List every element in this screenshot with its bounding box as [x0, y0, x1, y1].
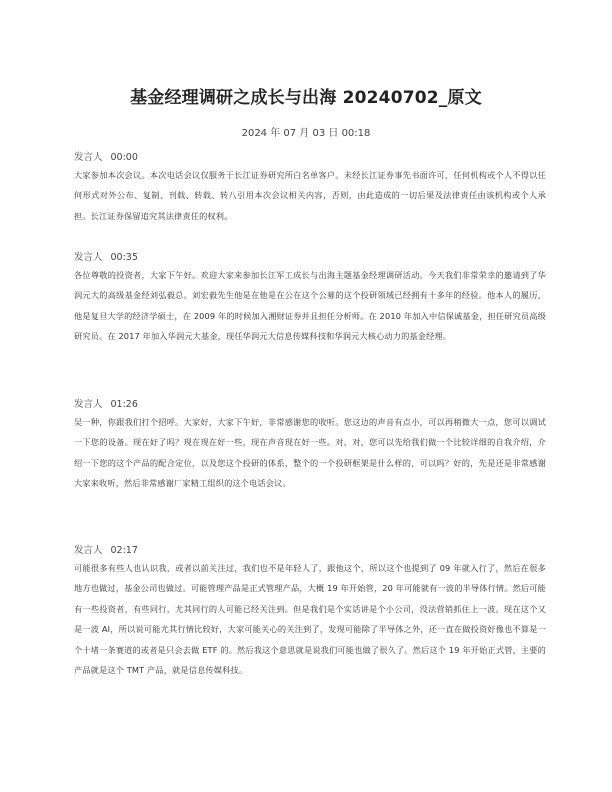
transcript-paragraph: 各位尊敬的投资者，大家下午好。欢迎大家来参加长江军工成长与出海主题基金经理调研活动。今天我们非常荣幸的邀请到了华润元大的高级基金经刘弘毅总。刘宏毅先生他是在他是在公在这个公募的这个投研领域已经拥有十多年的经验。他本人的履历，他是复旦大学的经济学硕士，在 2009 年的时候加入湘财证券并且担任分析师。在 2010 年加入中信保诚基金，担任研究员高级研究员。在 2017 年加入华润元大基金，现任华润元大信息传媒科技和华润元大核心动力的基金经理。 [74, 270, 546, 342]
transcript-section [74, 151, 546, 226]
speaker-line [74, 398, 546, 412]
transcript-paragraph: 大家参加本次会议。本次电话会议仅服务于长江证券研究所白名单客户。未经长江证券事先书面许可，任何机构或个人不得以任何形式对外公布、复制、刊载、转载、转八引用本次会议相关内容，否则，由此造成的一切后果及法律责任由该机构或个人承担。长江证券保留追究其法律责任的权利。 [74, 170, 546, 221]
document-title: 基金经理调研之成长与出海 20240702_原文 [130, 88, 482, 108]
speaker-label: 发言人 [74, 545, 103, 556]
speaker-label: 发言人 [74, 152, 103, 163]
transcript-section [74, 251, 546, 347]
speaker-line [74, 544, 546, 558]
timestamp: 01:26 [110, 399, 138, 410]
timestamp: 00:00 [110, 152, 138, 163]
speaker-label: 发言人 [74, 399, 103, 410]
timestamp: 00:35 [110, 252, 138, 263]
transcript-section [74, 544, 546, 680]
speaker-label: 发言人 [74, 252, 103, 263]
timestamp: 02:17 [110, 545, 138, 556]
speaker-line [74, 151, 546, 165]
transcript-paragraph: 吴一种，你跟我们打个招呼。大家好，大家下午好，非常感谢您的收听。您这边的声音有点小，可以再稍微大一点，您可以调试一下您的设备。现在好了吗？现在现在好一些，现在声音现在好一些。对，对，您可以先给我们做一个比较详细的自我介绍，介绍一下您的这个产品的配合定位，以及您这个投研的体系，整个的一个投研框架是什么样的，可以吗？好的，先是还是非常感谢大家来收听，然后非常感谢厂家精工组织的这个电话会议。 [74, 417, 546, 489]
transcript-paragraph: 可能很多有些人也认识我，或者以前关注过，我们也不是年轻人了，跟他这个，所以这个也提到了 09 年就入行了，然后在很多地方也做过，基金公司也做过。可能管理产品是正式管理产品，大概 19 年开始管，20 年可能就有一波的半导体行情。然后可能有一些投资者，有些同行，尤其同行的人可能已经关注到。但是我们是个实话讲是个小公司，没法营销抓住上一波。现在这个又是一波 AI，所以说可能尤其行情比较好，大家可能关心的关注到了，发现可能除了半导体之外，还一直在做投资好像也不算是一个十堵一条赛道的或者是只会去做 ETF 的。然后我这个意思就是说我们可能也做了很久了。然后这个 19 年开始正式管，主要的产品就是这个 TMT 产品，就是信息传媒科技。 [74, 563, 546, 676]
speaker-line [74, 251, 546, 265]
document-date: 2024 年 07 月 03 日 00:18 [241, 128, 371, 139]
transcript-section [74, 398, 546, 494]
